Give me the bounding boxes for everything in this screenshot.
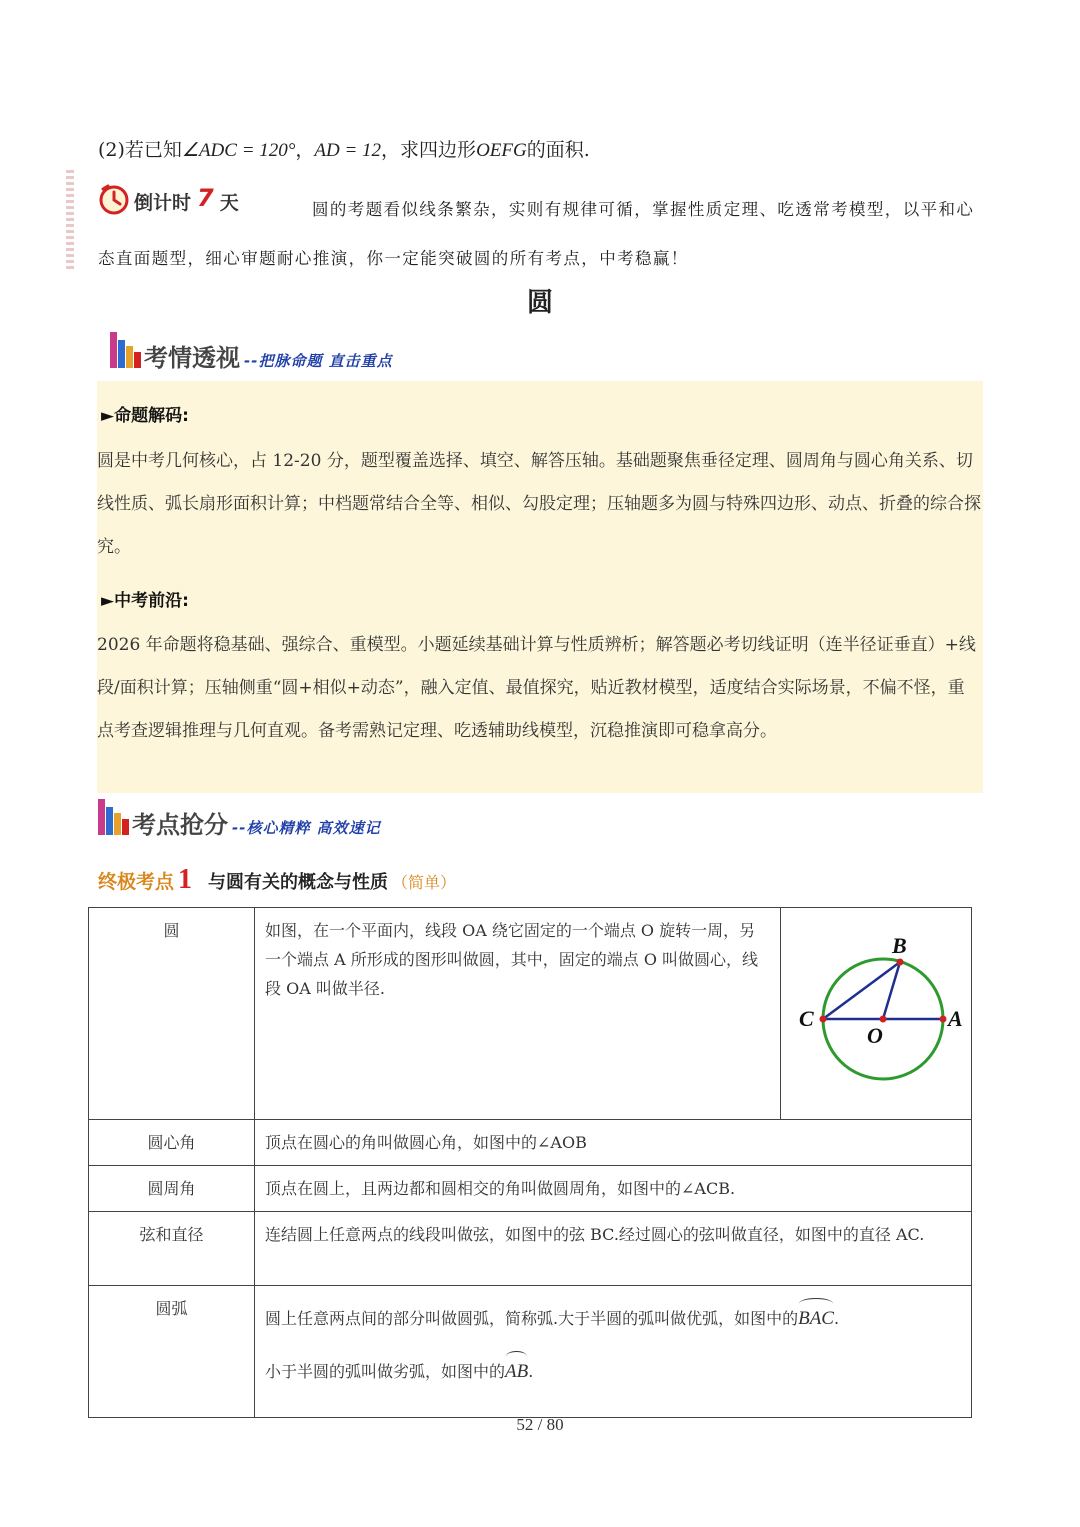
section1-subtitle: --把脉命题 直击重点	[244, 352, 393, 370]
desc-cell: 顶点在圆心的角叫做圆心角，如图中的∠AOB	[255, 1120, 972, 1166]
books-icon	[96, 797, 132, 837]
margin-decoration	[66, 170, 74, 270]
q2-quad: OEFG	[476, 140, 527, 161]
term-cell: 圆心角	[89, 1120, 255, 1166]
point-label-o: O	[867, 1023, 883, 1048]
arc-line2: 小于半圆的弧叫做劣弧，如图中的	[265, 1362, 506, 1381]
countdown-label: 倒计时	[134, 192, 192, 214]
desc-cell: 连结圆上任意两点的线段叫做弦，如图中的弦 BC.经过圆心的弦叫做直径，如图中的直径 AC.	[255, 1212, 972, 1286]
point-label-b: B	[892, 933, 907, 958]
books-icon	[108, 330, 144, 370]
arc-line1-end: .	[833, 1309, 840, 1328]
q2-length: AD = 12	[314, 140, 382, 161]
page-number: 52 / 80	[516, 1415, 564, 1434]
countdown-badge	[98, 183, 266, 217]
key-point-label: 终极考点	[98, 871, 175, 893]
table-row	[89, 1166, 972, 1212]
key-point-name: 与圆有关的概念与性质	[208, 872, 389, 893]
q2-tail: ，求四边形	[381, 139, 477, 161]
block1-text: 圆是中考几何核心，占 12-20 分，题型覆盖选择、填空、解答压轴。基础题聚焦垂径定理、圆周角与圆心角关系、切线性质、弧长扇形面积计算；中档题常结合全等、相似、勾股定理；压轴题多为圆与特殊四边形、动点、折叠的综合探究。	[97, 451, 981, 557]
countdown-message: 圆的考题看似线条繁杂，实则有规律可循，掌握性质定理、吃透常考模型，以平和心态直面题型，细心审题耐心推演，你一定能突破圆的所有考点，中考稳赢！	[98, 200, 975, 268]
key-point-difficulty: （简单）	[392, 873, 457, 892]
q2-angle: ∠ADC = 120°	[181, 140, 296, 161]
arc-line2-end: .	[528, 1362, 534, 1381]
table-row	[89, 1120, 972, 1166]
term-cell: 弦和直径	[89, 1212, 255, 1286]
desc-cell: 如图，在一个平面内，线段 OA 绕它固定的一个端点 O 旋转一周，另一个端点 A 所形成的图形叫做圆，其中，固定的端点 O 叫做圆心，线段 OA 叫做半径.	[255, 908, 781, 1120]
point-label-c: C	[799, 1006, 814, 1031]
block2-heading: ►中考前沿:	[101, 591, 189, 611]
table-row	[89, 1286, 972, 1418]
desc-cell	[255, 1286, 972, 1418]
definitions-table	[88, 907, 972, 1418]
section2-title: 考点抢分	[132, 811, 228, 839]
exam-analysis-box	[97, 381, 983, 793]
point-label-a: A	[948, 1006, 963, 1031]
q2-end: 的面积.	[526, 139, 590, 161]
q2-sep: ，	[295, 139, 315, 161]
question-part-2	[98, 135, 590, 162]
key-point-title	[98, 864, 456, 896]
block2-text: 2026 年命题将稳基础、强综合、重模型。小题延续基础计算与性质辨析；解答题必考切线证明（连半径证垂直）+线段/面积计算；压轴侧重“圆+相似+动态”，融入定值、最值探究，贴近教材模型，适度结合实际场景，不偏不怪，重点考查逻辑推理与几何直观。备考需熟记定理、吃透辅助线模型，沉稳推演即可稳拿高分。	[97, 635, 976, 741]
desc-cell: 顶点在圆上，且两边都和圆相交的角叫做圆周角，如图中的∠ACB.	[255, 1166, 972, 1212]
term-cell: 圆弧	[89, 1286, 255, 1418]
section2-subtitle: --核心精粹 高效速记	[232, 819, 381, 837]
major-arc-symbol: BAC	[798, 1298, 834, 1333]
countdown-number: 7	[197, 184, 214, 212]
countdown-unit: 天	[219, 192, 239, 214]
term-cell: 圆周角	[89, 1166, 255, 1212]
block1-heading: ►命题解码:	[101, 406, 189, 426]
q2-prefix: (2)若已知	[98, 139, 182, 161]
section1-title: 考情透视	[144, 344, 240, 372]
table-row	[89, 1212, 972, 1286]
clock-icon	[98, 183, 130, 215]
term-cell: 圆	[89, 908, 255, 1120]
figure-cell	[781, 908, 972, 1120]
chapter-title: 圆	[526, 288, 553, 318]
key-point-number: 1	[178, 864, 193, 895]
arc-line1: 圆上任意两点间的部分叫做圆弧，简称弧.大于半圆的弧叫做优弧，如图中的	[265, 1309, 799, 1328]
circle-figure	[791, 916, 981, 1102]
minor-arc-symbol: AB	[505, 1351, 528, 1386]
table-row	[89, 908, 972, 1120]
